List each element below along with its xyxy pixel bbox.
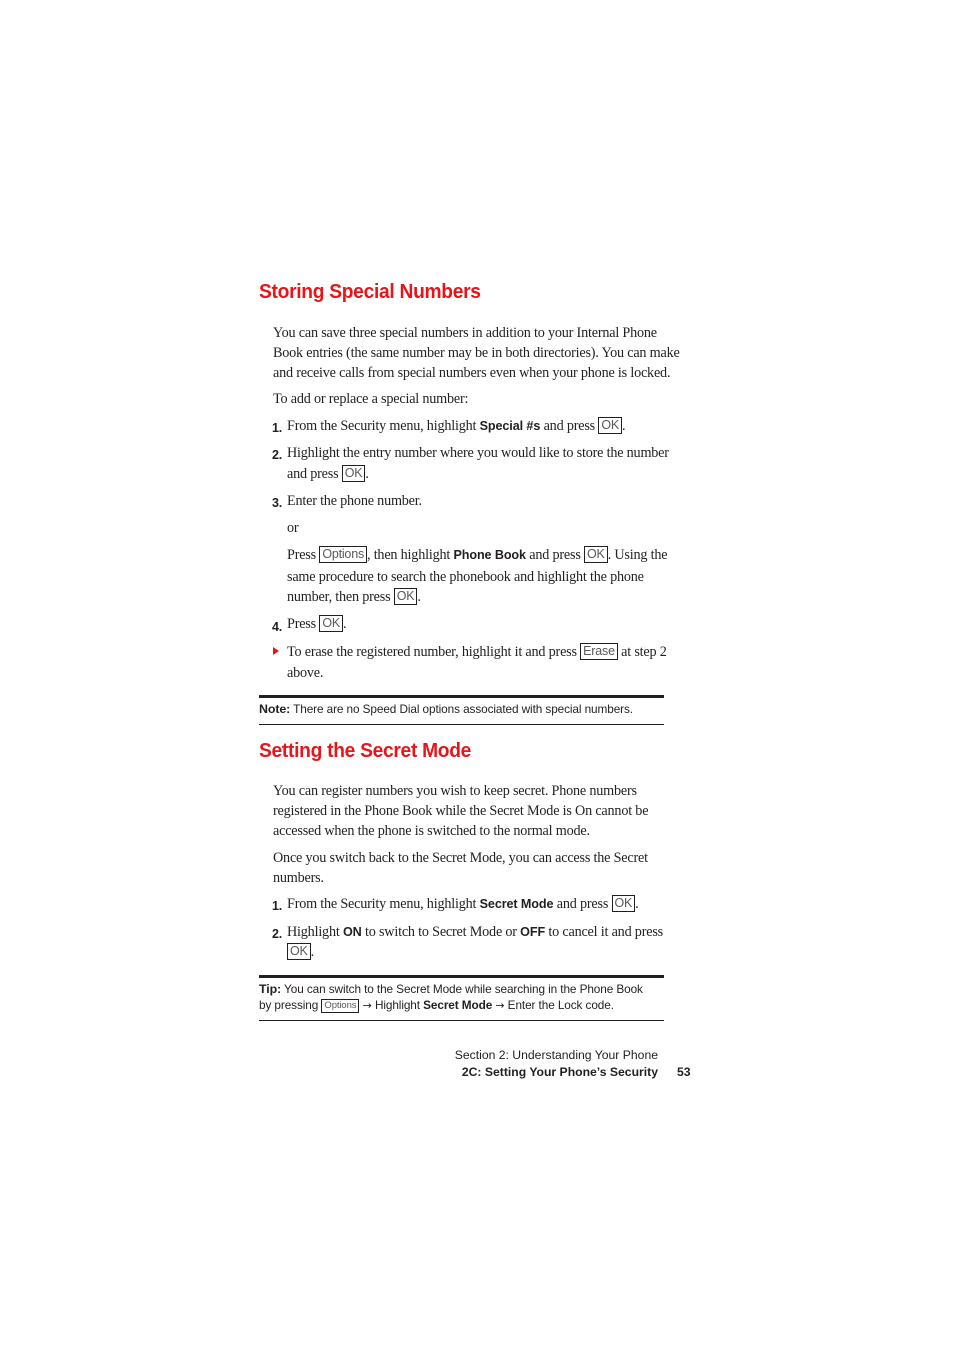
tip-body: Enter the Lock code.	[504, 998, 614, 1012]
arrow-right-icon: →	[362, 999, 372, 1012]
step-text: and press	[553, 896, 612, 912]
note-body: There are no Speed Dial options associated with special numbers.	[290, 702, 633, 716]
ok-key: OK	[394, 588, 418, 605]
intro-line-3: and receive calls from special numbers even when your phone is locked.	[273, 365, 671, 381]
menu-item-name: Secret Mode	[479, 897, 554, 911]
ok-key: OK	[342, 465, 366, 482]
tip-line-1	[259, 982, 643, 996]
step-text: From the Security menu, highlight	[287, 896, 480, 912]
step-text: To erase the registered number, highlight it and press	[287, 644, 581, 660]
step-text: at step 2	[617, 644, 667, 660]
step-text: .	[417, 589, 421, 605]
section-title-storing-special-numbers: Storing Special Numbers	[259, 281, 481, 303]
step-text: and press	[287, 466, 342, 482]
step-number: 1.	[272, 899, 283, 913]
ok-key: OK	[612, 895, 636, 912]
step-text: Press	[287, 616, 320, 632]
step-number: 2.	[272, 927, 283, 941]
option-off: OFF	[520, 925, 546, 939]
step-text: .	[342, 616, 347, 632]
note-text	[259, 702, 633, 716]
step-text: .	[635, 896, 639, 912]
step-1	[287, 894, 639, 914]
step-text: .	[310, 944, 315, 960]
section-title-setting-secret-mode: Setting the Secret Mode	[259, 740, 472, 762]
bullet-triangle-icon	[273, 647, 279, 655]
tip-line-2	[259, 998, 614, 1013]
intro-line-3: accessed when the phone is switched to the normal mode.	[273, 823, 590, 839]
step-1	[287, 416, 625, 436]
step-number: 1.	[272, 421, 283, 435]
step-text: to switch to Secret Mode or	[361, 924, 521, 940]
tip-body: Highlight	[371, 998, 424, 1012]
step-2-line-2	[287, 464, 369, 484]
step-text: .	[622, 418, 626, 434]
step-text: From the Security menu, highlight	[287, 418, 480, 434]
step-text: Press	[287, 547, 320, 563]
option-on: ON	[342, 925, 362, 939]
erase-key: Erase	[580, 643, 618, 660]
step-2-line-2	[287, 942, 314, 962]
note-label: Note:	[259, 702, 291, 716]
note-top-rule	[259, 695, 664, 698]
alt-line-1	[287, 545, 667, 565]
intro2-line-2: numbers.	[273, 870, 324, 886]
step-2-line-1	[287, 922, 663, 942]
note-bottom-rule	[259, 724, 664, 725]
step-text: , then highlight	[367, 547, 454, 563]
tip-body: You can switch to the Secret Mode while searching in the Phone Book	[281, 982, 643, 996]
ok-key: OK	[287, 943, 311, 960]
lead-text: To add or replace a special number:	[273, 391, 469, 407]
intro-line-2: Book entries (the same number may be in both directories). You can make	[273, 345, 680, 361]
step-3: Enter the phone number.	[287, 493, 422, 509]
bullet-line-2: above.	[287, 665, 324, 681]
step-text: number, then press	[287, 589, 394, 605]
alt-line-3	[287, 587, 421, 607]
step-text: and press	[540, 418, 599, 434]
intro-line-2: registered in the Phone Book while the Secret Mode is On cannot be	[273, 803, 649, 819]
step-4	[287, 614, 346, 634]
step-number: 4.	[272, 620, 283, 634]
options-key: Options	[321, 999, 359, 1013]
step-text: Highlight	[287, 924, 343, 940]
ok-key: OK	[584, 546, 608, 563]
step-number: 2.	[272, 448, 283, 462]
tip-bottom-rule	[259, 1020, 664, 1021]
alt-line-2: same procedure to search the phonebook and highlight the phone	[287, 569, 644, 585]
menu-item-name: Phone Book	[453, 548, 526, 562]
tip-body: by pressing	[259, 998, 322, 1012]
footer-chapter: 2C: Setting Your Phone’s Security	[461, 1065, 658, 1079]
intro-line-1: You can save three special numbers in addition to your Internal Phone	[273, 325, 657, 341]
intro2-line-1: Once you switch back to the Secret Mode, you can access the Secret	[273, 850, 648, 866]
bullet-line-1	[287, 642, 667, 662]
menu-item-name: Special #s	[479, 419, 541, 433]
ok-key: OK	[319, 615, 343, 632]
step-text: to cancel it and press	[545, 924, 663, 940]
step-number: 3.	[272, 496, 283, 510]
tip-top-rule	[259, 975, 664, 978]
footer-section: Section 2: Understanding Your Phone	[454, 1048, 658, 1062]
intro-line-1: You can register numbers you wish to keep secret. Phone numbers	[273, 783, 637, 799]
step-text: .	[365, 466, 369, 482]
arrow-right-icon: →	[495, 999, 505, 1012]
step-2-line-1: Highlight the entry number where you would like to store the number	[287, 445, 669, 461]
menu-item-name: Secret Mode	[423, 998, 493, 1012]
page-number: 53	[677, 1065, 691, 1079]
tip-label: Tip:	[259, 982, 282, 996]
step-text: . Using the	[607, 547, 668, 563]
ok-key: OK	[598, 417, 622, 434]
options-key: Options	[319, 546, 367, 563]
step-text: and press	[525, 547, 585, 563]
or-text: or	[287, 520, 299, 536]
